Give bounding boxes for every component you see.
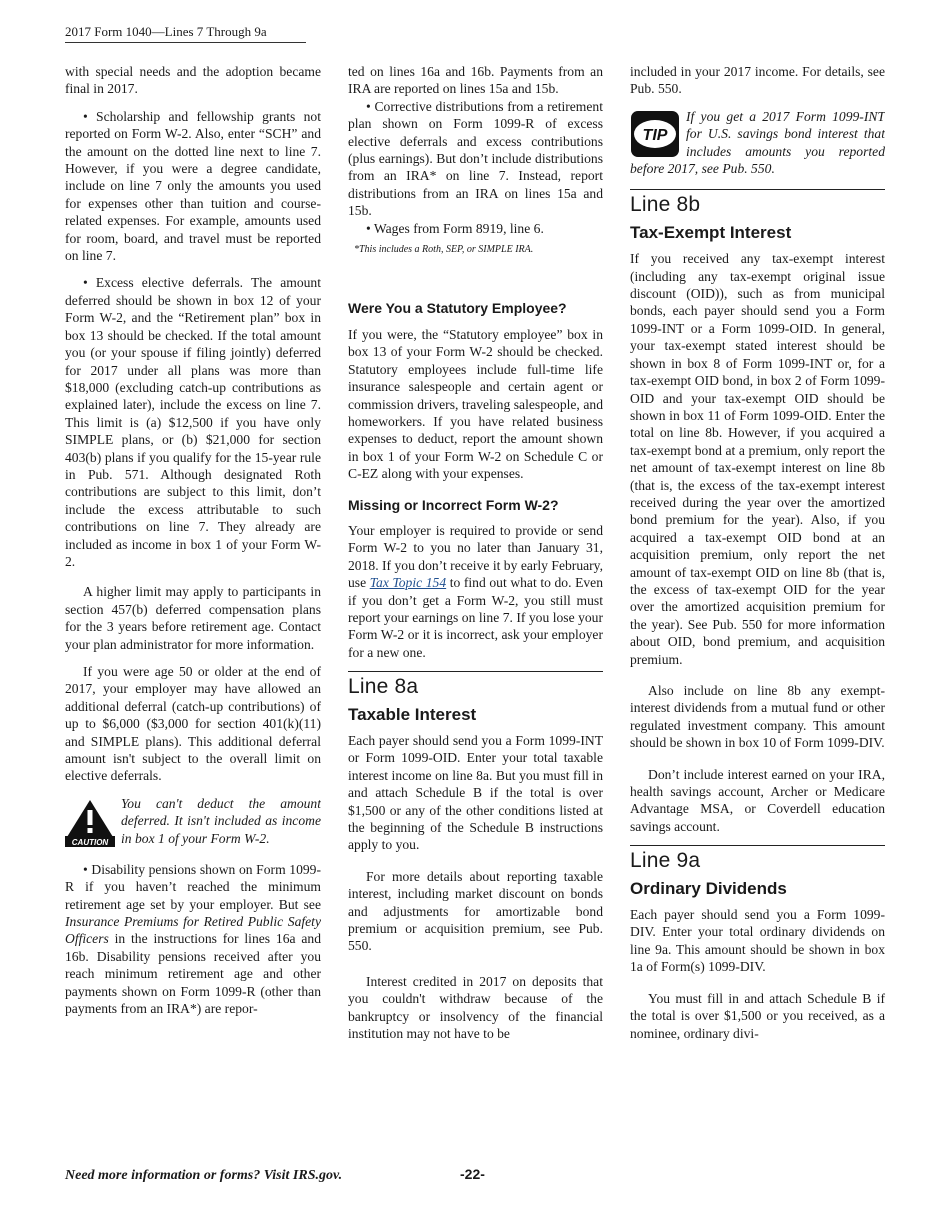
- heading-missing-w2: Missing or Incorrect Form W-2?: [348, 496, 559, 513]
- tip-note: [630, 108, 885, 178]
- bullet-wages-8919: • Wages from Form 8919, line 6.: [366, 220, 544, 236]
- heading-line-9a: Line 9a: [630, 849, 701, 873]
- bullet-scholarship: • Scholarship and fellowship grants not reported on Form W-2. Also, enter “SCH” and the amount on the dotted line next to line 7. However, if you were a degree candidate, include on line 7 only the amounts you used for expenses other than tuition and course-related expenses. For example, amounts used for room, board, and travel must be reported on line 7.: [65, 108, 321, 264]
- divider: [630, 189, 885, 190]
- page-header: 2017 Form 1040—Lines 7 Through 9a: [65, 24, 306, 43]
- tip-icon: [630, 110, 680, 158]
- subheading-tax-exempt-interest: Tax-Exempt Interest: [630, 222, 792, 242]
- text-run: in the instructions for lines 16a and 16b. Disability pensions received after you reach minimum retirement age and other payments shown on Form 1099-R (other than payments from an IRA*) are repor-: [65, 931, 321, 1017]
- footer-irs-link-text: Need more information or forms? Visit IRS.gov.: [65, 1168, 343, 1183]
- paragraph-8a-2: For more details about reporting taxable interest, including market discount on bonds and adjustments for amortizable bond premium or acquisition premium, see Pub. 550.: [348, 868, 603, 954]
- paragraph-8b-2: Also include on line 8b any exempt-interest dividends from a mutual fund or other regulated investment company. This amount should be shown in box 10 of Form 1099-DIV.: [630, 683, 885, 751]
- caution-label: CAUTION: [71, 837, 109, 847]
- paragraph-9a-2: You must fill in and attach Schedule B if the total is over $1,500 or you received, as a nominee, ordinary divi-: [630, 990, 885, 1041]
- footnote: *This includes a Roth, SEP, or SIMPLE IRA.: [354, 244, 534, 256]
- paragraph-missing-w2: [348, 522, 603, 661]
- paragraph-8a-3: Interest credited in 2017 on deposits that you couldn't withdraw because of the bankruptcy or insolvency of the financial institution may not have to be: [348, 973, 603, 1042]
- column-3: [630, 63, 885, 1052]
- bullet-excess-deferrals: • Excess elective deferrals. The amount deferred should be shown in box 12 of your Form W-2, and the “Retirement plan” box in box 13 should be checked. If the total amount you (or your spouse if filing jointly) deferred for 2017 under all plans was more than $18,000 (excluding catch-up contributions as explained later), include the excess on line 7. This limit is (a) $12,500 if you have only SIMPLE plans, or (b) $21,000 for section 403(b) plans if you qualify for the 15-year rule in Pub. 571. Although designated Roth contributions are subject to this limit, don’t include the excess attributable to such contributions on line 7. They already are included as income in box 1 of your Form W-2.: [65, 275, 321, 569]
- heading-statutory: Were You a Statutory Employee?: [348, 300, 567, 317]
- column-1: [65, 63, 321, 1028]
- caution-note: [65, 795, 321, 849]
- paragraph-9a-1: Each payer should send you a Form 1099-DIV. Enter your total ordinary dividends on line 9a. This amount should be shown in box 1a of Form(s) 1099-DIV.: [630, 907, 885, 975]
- bullet-corrective: • Corrective distributions from a retirement plan shown on Form 1099-R of excess elective deferrals and excess contributions (plus earnings). But don’t include distributions from an IRA* on line 7. Instead, report distributions from an IRA on lines 15a and 15b.: [348, 98, 603, 219]
- paragraph-statutory: If you were, the “Statutory employee” box in box 13 of your Form W-2 should be checked. Statutory employees include full-time life insurance salespeople and certain agent or commission drivers, traveling salespeople, and homeworkers. If you have related business expenses to deduct, report the amount shown in box 1 of your Form W-2 on Schedule C or C-EZ along with your expenses.: [348, 326, 603, 482]
- heading-line-8b: Line 8b: [630, 193, 701, 217]
- tip-label: TIP: [642, 126, 668, 144]
- tax-topic-link[interactable]: Tax Topic 154: [369, 575, 447, 591]
- divider: [348, 671, 603, 672]
- text-run: to find out what to do. Even if you don’t get a Form W-2, you still must report your earnings on line 7. If you lose your Form W-2 or it is incorrect, ask your employer for a new one.: [348, 575, 603, 660]
- paragraph-catch-up: If you were age 50 or older at the end of 2017, your employer may have allowed an additional deferral (catch-up contributions) of up to $6,000 ($3,000 for section 401(k)(11) and SIMPLE plans). This additional deferral amount isn't subject to the overall limit on elective deferrals.: [65, 664, 321, 784]
- text-run: • Disability pensions shown on Form 1099-R if you haven’t reached the minimum retirement age set by your employer. But see: [65, 861, 321, 912]
- tip-text: If you get a 2017 Form 1099-INT for U.S. savings bond interest that includes amounts you reported before 2017, see Pub. 550.: [630, 108, 885, 177]
- bullet-disability: [65, 861, 321, 1018]
- paragraph: with special needs and the adoption became final in 2017.: [65, 64, 321, 97]
- paragraph-457b: A higher limit may apply to participants in section 457(b) deferred compensation plans for the 3 years before retirement age. Contact your plan administrator for more information.: [65, 584, 321, 652]
- divider: [630, 845, 885, 846]
- caution-text: You can't deduct the amount deferred. It isn't included as income in box 1 of your Form W-2.: [121, 795, 321, 846]
- paragraph: included in your 2017 income. For details, see Pub. 550.: [630, 64, 885, 97]
- paragraph-8b-3: Don’t include interest earned on your IRA, health savings account, Archer or Medicare Advantage MSA, or Coverdell education savings account.: [630, 766, 885, 834]
- heading-line-8a: Line 8a: [348, 675, 419, 699]
- page-number: -22-: [460, 1166, 485, 1182]
- column-2: [348, 63, 603, 1053]
- paragraph: ted on lines 16a and 16b. Payments from an IRA are reported on lines 15a and 15b.: [348, 64, 603, 97]
- subheading-taxable-interest: Taxable Interest: [348, 704, 477, 724]
- paragraph-8b-1: If you received any tax-exempt interest (including any tax-exempt original issue discount (OID)), such as from municipal bonds, each payer should send you a Form 1099-INT or a Form 1099-OID. In general, your tax-exempt stated interest should be shown in box 8 of Form 1099-INT or, for a tax-exempt OID bond, in box 2 of Form 1099-OID and your tax-exempt OID should be shown in box 11 of Form 1099-OID. Enter the total on line 8b. However, if you acquired a tax-exempt bond at a premium, only report the net amount of tax-exempt interest on line 8b (that is, the excess of the tax-exempt interest received during the year over the amortized bond premium for the year). Also, if you acquired a tax-exempt OID bond at an acquisition premium, only report the net amount of tax-exempt OID on line 8b (that is, the excess of tax-exempt OID for the year over the amortized acquisition premium for the year). See Pub. 550 for more information about OID, bond premium, and acquisition premium.: [630, 251, 885, 667]
- caution-icon: [65, 799, 115, 847]
- subheading-ordinary-dividends: Ordinary Dividends: [630, 878, 787, 898]
- paragraph-8a-1: Each payer should send you a Form 1099-INT or Form 1099-OID. Enter your total taxable interest income on line 8a. But you must fill in and attach Schedule B if the total is over $1,500 or any of the other conditions listed at the beginning of the Schedule B instructions apply to you.: [348, 733, 603, 853]
- text-run: Your employer is required to provide or send Form W-2 to you no later than January 31, 2018. If you don’t receive it by early February, use: [348, 522, 603, 591]
- text-run-italic: Insurance Premiums for Retired Public Safety Officers: [65, 914, 321, 947]
